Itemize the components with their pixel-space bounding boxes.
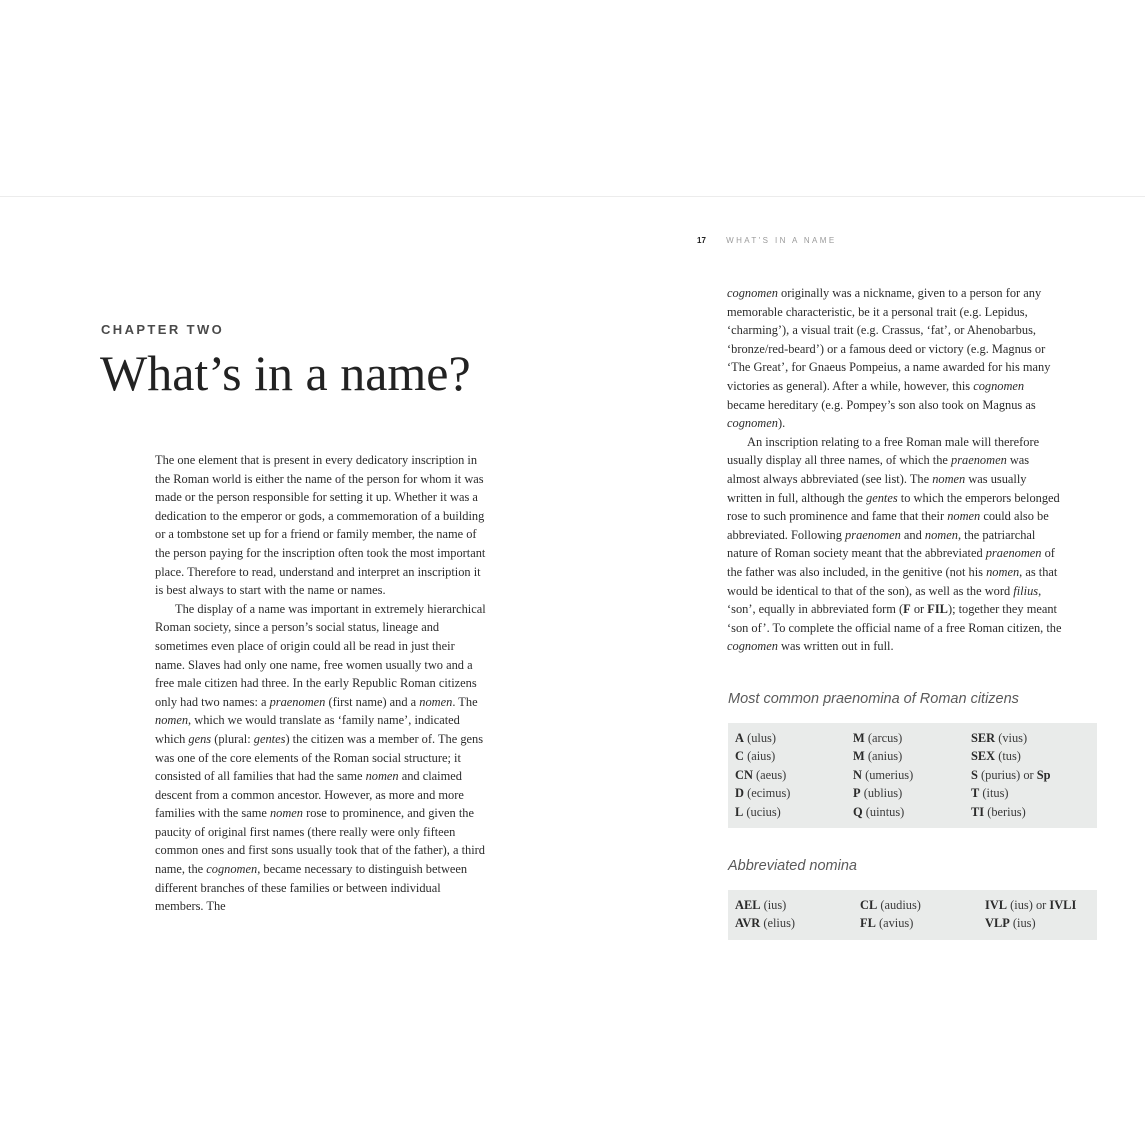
nomina-grid bbox=[735, 896, 1097, 933]
praenomen-abbreviation: D (ecimus) bbox=[735, 786, 791, 801]
right-paragraph-2: An inscription relating to a free Roman male will therefore usually display all three names, of which the praenomen was almost always abbreviated (see list). The nomen was usually written in full, although the gentes to which the emperors belonged rose to such prominence and fame that their nomen could also be abbreviated. Following praenomen and nomen, the patriarchal nature of Roman society meant that the abbreviated praenomen of the father was also included, in the genitive (not his nomen, as that would be identical to that of the son), as well as the word filius, ‘son’, equally in abbreviated form (F or FIL); together they meant ‘son of’. To complete the official name of a free Roman citizen, the cognomen was written out in full. bbox=[727, 434, 1062, 654]
nomina-box bbox=[728, 890, 1097, 940]
praenomen-abbreviation: A (ulus) bbox=[735, 731, 776, 745]
right-body-column bbox=[727, 284, 1063, 656]
right-paragraph-1: cognomen originally was a nickname, given to a person for any memorable characteristic, be it a personal trait (e.g. Lepidus, ‘charming’), a visual trait (e.g. Crassus, ‘fat’, or Ahenobarbus, ‘bronze/red-beard’) or a famous deed or victory (e.g. Magnus or ‘The Great’, for Gnaeus Pompeius, a name awarded for his many victories as general). After a while, however, this cognomen became hereditary (e.g. Pompey’s son also took on Magnus as cognomen). bbox=[727, 286, 1051, 431]
nomen-abbreviation: FL (avius) bbox=[860, 916, 914, 931]
nomina-heading: Abbreviated nomina bbox=[728, 858, 857, 874]
chapter-label: CHAPTER TWO bbox=[101, 322, 225, 337]
praenomen-abbreviation: M (arcus) bbox=[853, 731, 903, 745]
chapter-title: What’s in a name? bbox=[100, 345, 471, 401]
praenomen-abbreviation: T (itus) bbox=[971, 786, 1009, 801]
nomen-abbreviation: CL (audius) bbox=[860, 898, 921, 912]
praenomen-abbreviation: SEX (tus) bbox=[971, 749, 1021, 764]
left-body-column bbox=[155, 451, 487, 916]
praenomen-abbreviation: CN (aeus) bbox=[735, 767, 787, 782]
nomen-abbreviation: AEL (ius) bbox=[735, 898, 787, 912]
left-paragraph-1: The one element that is present in every dedicatory inscription in the Roman world is either the name of the person for whom it was made or the person responsible for setting it up. Whether it was a dedication to the emperor or gods, a commemoration of a building or a tombstone set up for a friend or family member, the name of the person paying for the inscription often took the most important place. Therefore to read, understand and interpret an inscription it is best always to start with the name or names. bbox=[155, 453, 486, 598]
running-head bbox=[697, 236, 837, 245]
nomen-abbreviation: VLP (ius) bbox=[985, 916, 1036, 931]
nomen-abbreviation: IVL (ius) or IVLI bbox=[985, 898, 1077, 912]
running-head-title: WHAT'S IN A NAME bbox=[726, 236, 837, 245]
praenomina-box bbox=[728, 723, 1097, 828]
praenomen-abbreviation: TI (berius) bbox=[971, 804, 1026, 819]
praenomen-abbreviation: N (umerius) bbox=[853, 767, 914, 782]
praenomina-heading: Most common praenomina of Roman citizens bbox=[728, 691, 1019, 707]
page-top-divider bbox=[0, 196, 1145, 197]
praenomen-abbreviation: L (ucius) bbox=[735, 804, 781, 819]
praenomen-abbreviation: M (anius) bbox=[853, 749, 903, 764]
praenomen-abbreviation: C (aius) bbox=[735, 749, 776, 764]
praenomen-abbreviation: P (ublius) bbox=[853, 786, 903, 801]
praenomen-abbreviation: Q (uintus) bbox=[853, 804, 905, 819]
nomen-abbreviation: AVR (elius) bbox=[735, 916, 796, 931]
page-number: 17 bbox=[697, 236, 706, 245]
praenomen-abbreviation: SER (vius) bbox=[971, 731, 1028, 745]
left-paragraph-2: The display of a name was important in extremely hierarchical Roman society, since a person’s social status, lineage and sometimes even place of origin could all be read in just their name. Slaves had only one name, free women usually two and a free male citizen had three. In the early Republic Roman citizens only had two names: a praenomen (first name) and a nomen. The nomen, which we would translate as ‘family name’, indicated which gens (plural: gentes) the citizen was a member of. The gens was one of the core elements of the Roman social structure; it consisted of all families that had the same nomen and claimed descent from a common ancestor. However, as more and more families with the same nomen rose to prominence, and given the paucity of original first names (there really were only fifteen common ones and first sons usually took that of the father), a third name, the cognomen, became necessary to distinguish between different branches of these families or between individual members. The bbox=[155, 601, 486, 914]
praenomina-grid bbox=[735, 729, 1097, 821]
praenomen-abbreviation: S (purius) or Sp bbox=[971, 767, 1051, 782]
